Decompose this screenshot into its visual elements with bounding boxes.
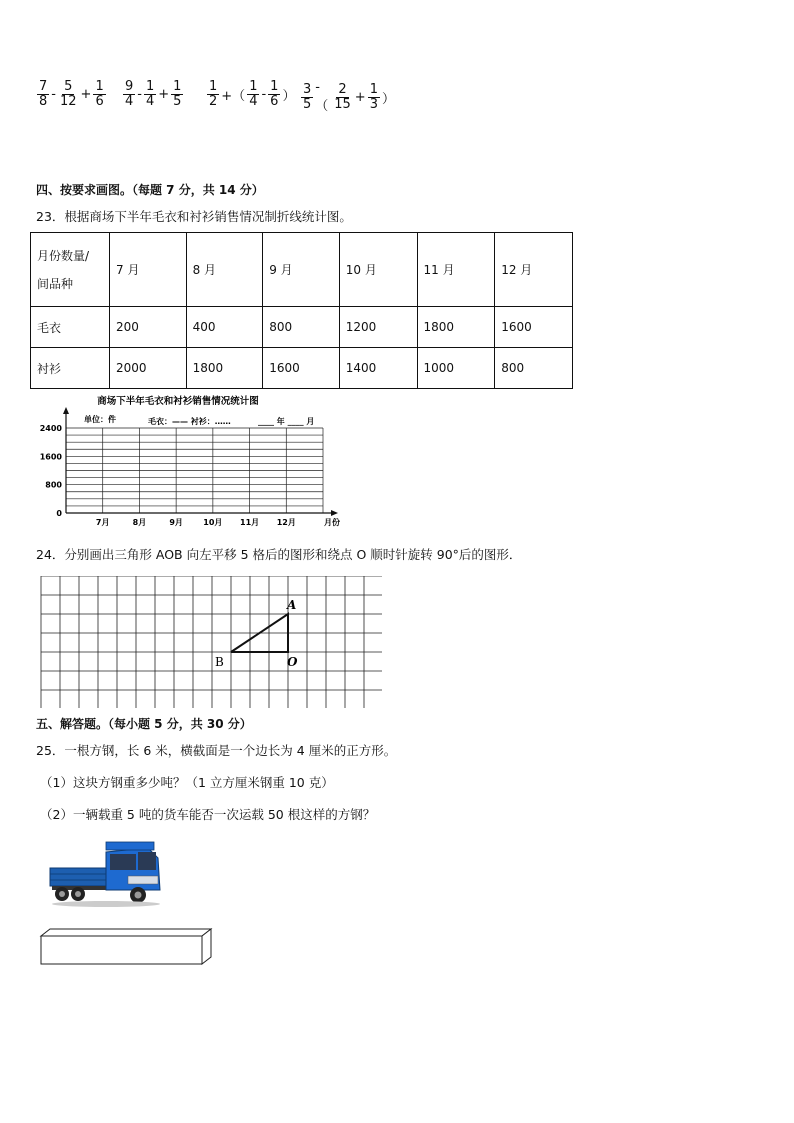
y-tick-label: 800 bbox=[45, 480, 62, 490]
label-a: A bbox=[287, 598, 297, 612]
table-cell: 1800 bbox=[186, 348, 263, 389]
x-axis-unit: 月份 bbox=[324, 518, 340, 527]
table-cell: 1200 bbox=[339, 307, 417, 348]
table-cell: 1600 bbox=[495, 307, 573, 348]
x-tick-label: 11月 bbox=[240, 518, 260, 527]
fraction bbox=[37, 80, 49, 109]
table-cell: 1400 bbox=[339, 348, 417, 389]
triangle-grid bbox=[40, 576, 382, 708]
fraction bbox=[93, 80, 105, 109]
denominator: 5 bbox=[173, 94, 182, 109]
x-tick-label: 12月 bbox=[276, 518, 296, 527]
x-tick-label: 8月 bbox=[132, 518, 147, 527]
y-tick-label: 0 bbox=[56, 509, 62, 518]
fraction bbox=[247, 80, 259, 109]
chart-x-ticks bbox=[96, 517, 340, 527]
section5-heading: 五、解答题。（每小题 5 分，共 30 分） bbox=[36, 717, 252, 731]
question-24: 24．分别画出三角形 AOB 向左平移 5 格后的图形和绕点 O 顺时针旋转 90°后的图形． bbox=[36, 547, 522, 562]
fraction bbox=[332, 83, 353, 112]
numerator: 1 bbox=[95, 79, 104, 94]
grid-lines bbox=[41, 576, 382, 708]
fraction bbox=[268, 80, 280, 109]
numerator: 7 bbox=[39, 79, 48, 94]
table-cell: 200 bbox=[110, 307, 187, 348]
chart-unit: 单位：件 bbox=[84, 415, 116, 424]
fraction bbox=[144, 80, 156, 109]
x-tick-label: 9月 bbox=[169, 518, 183, 527]
fraction bbox=[171, 80, 183, 109]
numerator: 1 bbox=[209, 79, 218, 94]
operator: ） bbox=[381, 91, 395, 107]
denominator: 4 bbox=[125, 94, 134, 109]
line-chart-blank bbox=[30, 392, 350, 530]
row-name: 衬衫 bbox=[31, 348, 110, 389]
numerator: 1 bbox=[249, 79, 258, 94]
operator: ） bbox=[282, 89, 296, 104]
truck-image bbox=[48, 838, 164, 908]
chart-date: ____ 年 ____ 月 bbox=[258, 417, 315, 426]
x-tick-label: 10月 bbox=[203, 518, 223, 527]
numerator: 1 bbox=[369, 81, 378, 97]
chart-title: 商场下半年毛衣和衬衫销售情况统计图 bbox=[97, 396, 259, 407]
table-cell: 400 bbox=[186, 307, 263, 348]
expression-3 bbox=[206, 80, 296, 109]
question-25-part1: （1）这块方钢重多少吨？（1 立方厘米钢重 10 克） bbox=[40, 775, 334, 790]
denominator: 12 bbox=[59, 94, 77, 109]
operator: + bbox=[354, 89, 366, 105]
expression-4 bbox=[300, 80, 396, 114]
table-row bbox=[31, 348, 573, 389]
fraction bbox=[58, 80, 79, 109]
table-cell: 1000 bbox=[417, 348, 495, 389]
numerator: 1 bbox=[145, 79, 155, 94]
sales-table bbox=[30, 232, 573, 389]
header-line2: 间品种 bbox=[37, 276, 74, 291]
y-axis-arrow bbox=[63, 407, 69, 414]
question-23: 23．根据商场下半年毛衣和衬衫销售情况制折线统计图。 bbox=[36, 209, 352, 224]
operator: -（ bbox=[315, 80, 329, 114]
denominator: 4 bbox=[145, 94, 155, 109]
fraction bbox=[368, 83, 380, 112]
chart-grid bbox=[66, 428, 323, 513]
expression-1 bbox=[36, 80, 107, 109]
denominator: 6 bbox=[95, 94, 104, 109]
x-axis-arrow bbox=[331, 510, 338, 516]
month-header: 12 月 bbox=[495, 233, 573, 307]
numerator: 3 bbox=[303, 81, 312, 97]
denominator: 15 bbox=[334, 96, 351, 112]
operator: +（ bbox=[221, 89, 246, 104]
table-row bbox=[31, 307, 573, 348]
table-cell: 800 bbox=[495, 348, 573, 389]
question-25: 25．一根方钢，长 6 米，横截面是一个边长为 4 厘米的正方形。 bbox=[36, 743, 397, 758]
section4-heading: 四、按要求画图。（每题 7 分，共 14 分） bbox=[36, 183, 264, 197]
denominator: 3 bbox=[369, 96, 378, 112]
operator: + bbox=[158, 87, 170, 102]
table-header-corner bbox=[31, 233, 110, 307]
fraction bbox=[123, 80, 135, 109]
numerator: 2 bbox=[338, 81, 347, 97]
operator: - bbox=[261, 87, 267, 102]
header-line1: 月份数量/ bbox=[37, 248, 90, 263]
month-header: 8 月 bbox=[186, 233, 263, 307]
chart-legend: 毛衣：—— 衬衫：…… bbox=[148, 417, 231, 426]
numerator: 1 bbox=[270, 79, 279, 94]
chart-y-ticks bbox=[40, 424, 63, 518]
fraction bbox=[301, 83, 313, 112]
expression-row bbox=[36, 80, 396, 118]
operator: - bbox=[137, 87, 142, 102]
operator: + bbox=[80, 87, 92, 102]
month-header: 9 月 bbox=[263, 233, 340, 307]
label-b: B bbox=[215, 655, 224, 669]
row-name: 毛衣 bbox=[31, 307, 110, 348]
table-cell: 1600 bbox=[263, 348, 340, 389]
fraction bbox=[207, 80, 219, 109]
numerator: 9 bbox=[125, 79, 134, 94]
denominator: 5 bbox=[303, 96, 312, 112]
numerator: 1 bbox=[173, 79, 182, 94]
month-header: 11 月 bbox=[417, 233, 495, 307]
denominator: 8 bbox=[39, 94, 48, 109]
table-cell: 2000 bbox=[110, 348, 187, 389]
table-cell: 800 bbox=[263, 307, 340, 348]
y-tick-label: 1600 bbox=[39, 452, 62, 462]
y-tick-label: 2400 bbox=[39, 424, 62, 433]
label-o: O bbox=[287, 655, 298, 669]
month-header: 7 月 bbox=[110, 233, 187, 307]
denominator: 2 bbox=[209, 94, 218, 109]
denominator: 6 bbox=[270, 94, 279, 109]
table-cell: 1800 bbox=[417, 307, 495, 348]
operator: - bbox=[51, 87, 56, 102]
numerator: 5 bbox=[64, 79, 73, 94]
expression-2 bbox=[122, 80, 184, 109]
steel-bar-prism bbox=[38, 926, 214, 966]
question-25-part2: （2）一辆载重 5 吨的货车能否一次运载 50 根这样的方钢？ bbox=[40, 807, 376, 822]
x-tick-label: 7月 bbox=[95, 518, 110, 527]
denominator: 4 bbox=[249, 94, 258, 109]
month-header: 10 月 bbox=[339, 233, 417, 307]
